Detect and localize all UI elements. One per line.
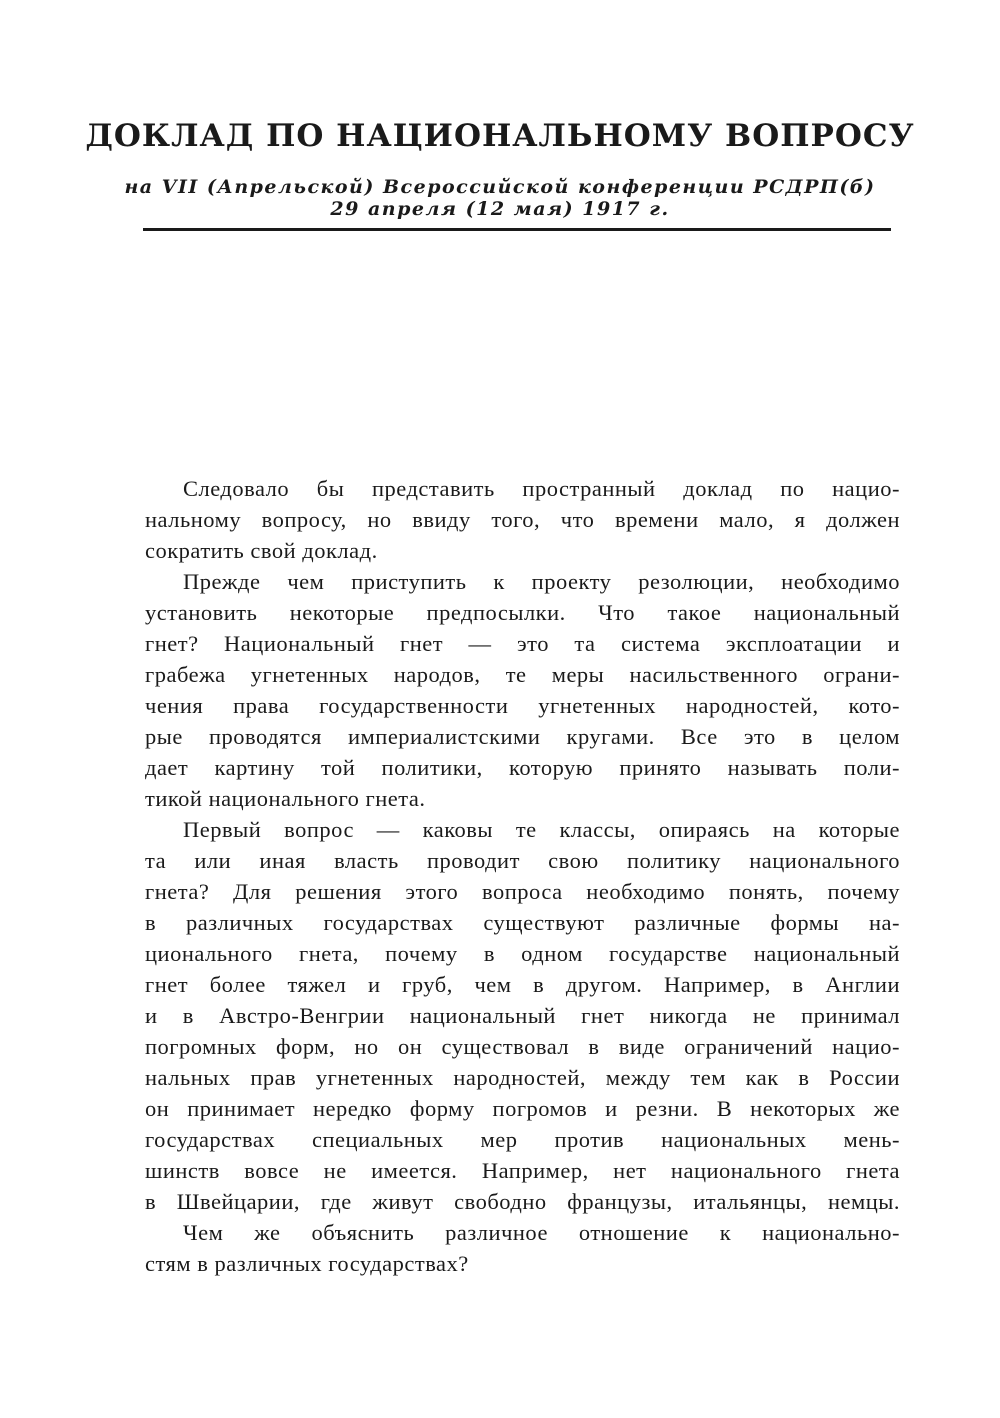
text-line: ционального гнета, почему в одном государстве национальный	[145, 941, 900, 966]
text-line: и в Австро-Венгрии национальный гнет никогда не принимал	[145, 1003, 900, 1028]
text-line: он принимает нередко форму погромов и резни. В некоторых же	[145, 1096, 900, 1121]
text-line: нальных прав угнетенных народностей, между тем как в России	[145, 1065, 900, 1090]
header-rule	[143, 228, 891, 231]
text-line: в различных государствах существуют различные формы на-	[145, 910, 900, 935]
paragraph-4	[145, 1217, 900, 1279]
text-line: гнет? Национальный гнет — это та система эксплоатации и	[145, 631, 900, 656]
body-text	[145, 473, 900, 1279]
text-line: стям в различных государствах?	[145, 1251, 469, 1276]
text-line: тикой национального гнета.	[145, 786, 426, 811]
text-line: дает картину той политики, которую принято называть поли-	[145, 755, 900, 780]
paragraph-2	[145, 566, 900, 814]
text-line: та или иная власть проводит свою политику национального	[145, 848, 900, 873]
text-line: в Швейцарии, где живут свободно французы, итальянцы, немцы.	[145, 1189, 900, 1214]
text-line: государствах специальных мер против национальных мень-	[145, 1127, 900, 1152]
text-line: грабежа угнетенных народов, те меры насильственного ограни-	[145, 662, 900, 687]
text-line: Чем же объяснить различное отношение к национально-	[183, 1220, 900, 1245]
text-line: Следовало бы представить пространный доклад по нацио-	[183, 476, 900, 501]
text-line: шинств вовсе не имеется. Например, нет национального гнета	[145, 1158, 900, 1183]
paragraph-3	[145, 814, 900, 1217]
text-line: чения права государственности угнетенных народностей, кото-	[145, 693, 900, 718]
text-line: нальному вопросу, но ввиду того, что времени мало, я должен	[145, 507, 900, 532]
text-line: сократить свой доклад.	[145, 538, 378, 563]
text-line: погромных форм, но он существовал в виде ограничений нацио-	[145, 1034, 900, 1059]
text-line: гнет более тяжел и груб, чем в другом. Например, в Англии	[145, 972, 900, 997]
page-title: ДОКЛАД ПО НАЦИОНАЛЬНОМУ ВОПРОСУ	[85, 118, 915, 154]
text-line: Первый вопрос — каковы те классы, опираясь на которые	[183, 817, 900, 842]
text-line: гнета? Для решения этого вопроса необходимо понять, почему	[145, 879, 900, 904]
page-subtitle-line-1: на VII (Апрельской) Всероссийской конференции РСДРП(б)	[124, 176, 876, 198]
paragraph-1	[145, 473, 900, 566]
text-line: установить некоторые предпосылки. Что такое национальный	[145, 600, 900, 625]
page-subtitle-line-2: 29 апреля (12 мая) 1917 г.	[330, 198, 670, 220]
text-line: рые проводятся империалистскими кругами. Все это в целом	[145, 724, 900, 749]
text-line: Прежде чем приступить к проекту резолюции, необходимо	[183, 569, 900, 594]
